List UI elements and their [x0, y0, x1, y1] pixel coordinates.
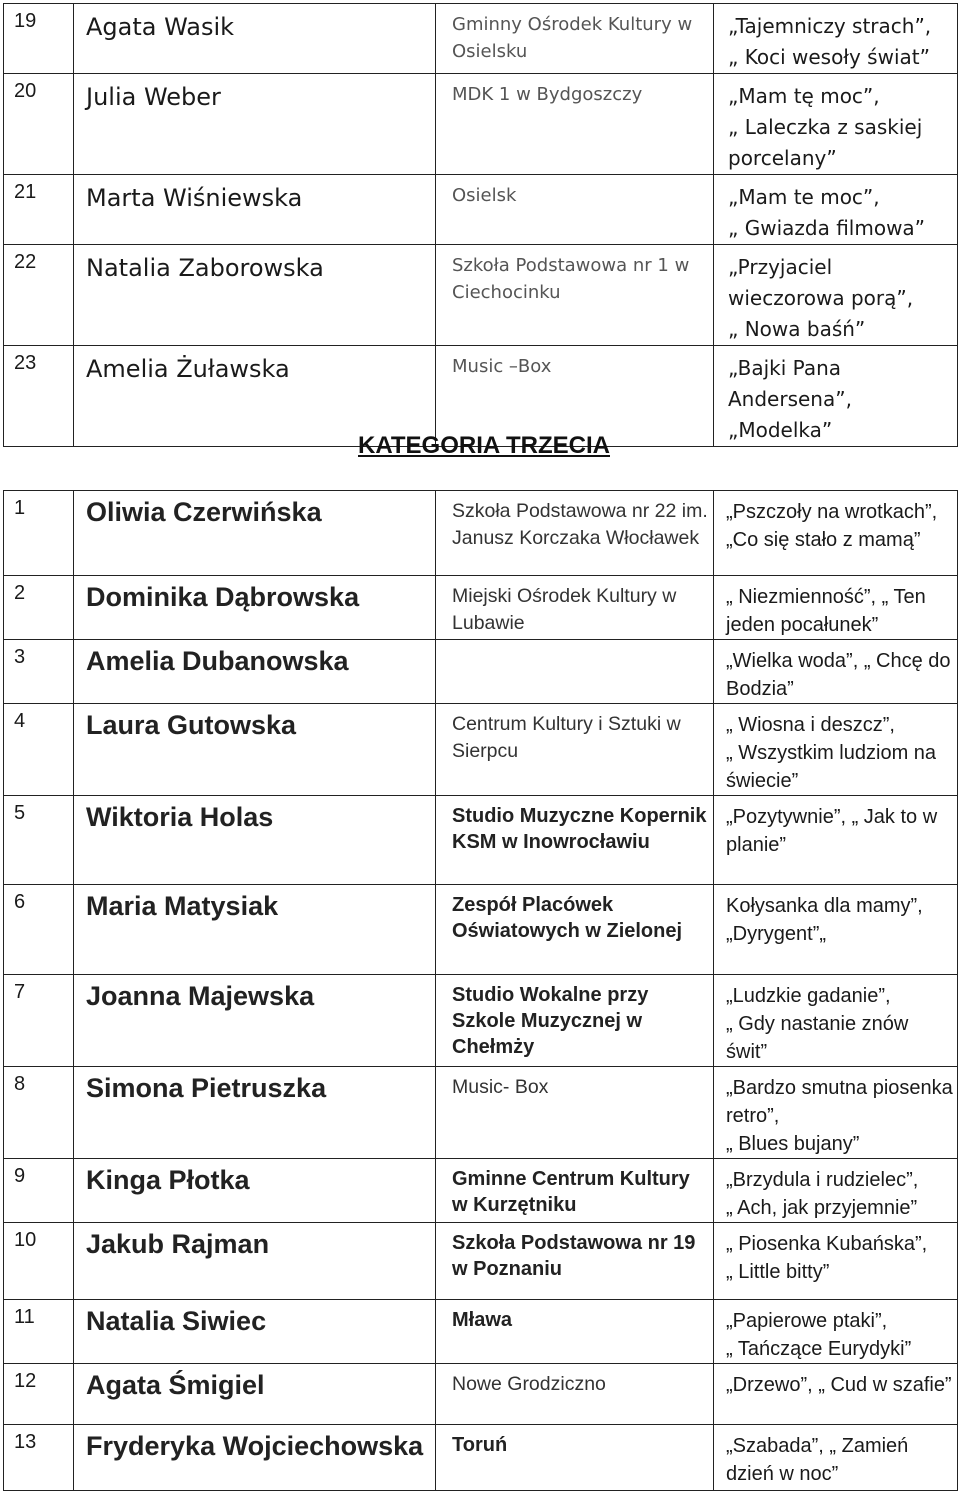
institution: Music –Box — [436, 346, 714, 447]
institution: Nowe Grodziczno — [436, 1364, 714, 1425]
row-number: 19 — [4, 4, 74, 74]
row-number: 8 — [4, 1067, 74, 1159]
participant-name: Simona Pietruszka — [74, 1067, 436, 1159]
participant-name: Agata Śmigiel — [74, 1364, 436, 1425]
participant-name: Oliwia Czerwińska — [74, 491, 436, 576]
row-number: 3 — [4, 640, 74, 704]
institution: Mława — [436, 1300, 714, 1364]
row-number: 22 — [4, 245, 74, 346]
songs: „Brzydula i rudzielec”, „ Ach, jak przyjemnie” — [714, 1159, 958, 1223]
table-row — [4, 704, 958, 796]
participants-table-third-category — [3, 490, 958, 1491]
institution: Centrum Kultury i Sztuki w Sierpcu — [436, 704, 714, 796]
row-number: 9 — [4, 1159, 74, 1223]
songs: „Mam te moc”, „ Gwiazda filmowa” — [714, 175, 958, 245]
row-number: 13 — [4, 1425, 74, 1491]
row-number: 20 — [4, 74, 74, 175]
songs: „Bardzo smutna piosenka retro”, „ Blues bujany” — [714, 1067, 958, 1159]
songs: „Przyjaciel wieczorowa porą”, „ Nowa baśń” — [714, 245, 958, 346]
songs: „ Piosenka Kubańska”, „ Little bitty” — [714, 1223, 958, 1300]
row-number: 2 — [4, 576, 74, 640]
institution: Gminny Ośrodek Kultury w Osielsku — [436, 4, 714, 74]
row-number: 11 — [4, 1300, 74, 1364]
row-number: 4 — [4, 704, 74, 796]
table-row — [4, 885, 958, 975]
participant-name: Laura Gutowska — [74, 704, 436, 796]
songs: „Ludzkie gadanie”, „ Gdy nastanie znów świt” — [714, 975, 958, 1067]
participant-name: Amelia Żuławska — [74, 346, 436, 447]
institution: Studio Wokalne przy Szkole Muzycznej w Chełmży — [436, 975, 714, 1067]
row-number: 23 — [4, 346, 74, 447]
participant-name: Natalia Zaborowska — [74, 245, 436, 346]
songs: Kołysanka dla mamy”, „Dyrygent”„ — [714, 885, 958, 975]
table-row — [4, 245, 958, 346]
songs: „ Wiosna i deszcz”, „ Wszystkim ludziom na świecie” — [714, 704, 958, 796]
table-row — [4, 576, 958, 640]
participant-name: Natalia Siwiec — [74, 1300, 436, 1364]
row-number: 12 — [4, 1364, 74, 1425]
table-row — [4, 1159, 958, 1223]
institution: Music- Box — [436, 1067, 714, 1159]
songs: „Drzewo”, „ Cud w szafie” — [714, 1364, 958, 1425]
table-row — [4, 1067, 958, 1159]
participant-name: Marta Wiśniewska — [74, 175, 436, 245]
participant-name: Joanna Majewska — [74, 975, 436, 1067]
row-number: 1 — [4, 491, 74, 576]
row-number: 10 — [4, 1223, 74, 1300]
table-row — [4, 640, 958, 704]
table-row — [4, 1364, 958, 1425]
row-number: 5 — [4, 796, 74, 885]
songs: „Tajemniczy strach”, „ Koci wesoły świat” — [714, 4, 958, 74]
participant-name: Fryderyka Wojciechowska — [74, 1425, 436, 1491]
songs: „Papierowe ptaki”, „ Tańczące Eurydyki” — [714, 1300, 958, 1364]
songs: „Pozytywnie”, „ Jak to w planie” — [714, 796, 958, 885]
institution: Miejski Ośrodek Kultury w Lubawie — [436, 576, 714, 640]
songs: „Szabada”, „ Zamień dzień w noc” — [714, 1425, 958, 1491]
participant-name: Agata Wasik — [74, 4, 436, 74]
institution: MDK 1 w Bydgoszczy — [436, 74, 714, 175]
participant-name: Kinga Płotka — [74, 1159, 436, 1223]
participant-name: Jakub Rajman — [74, 1223, 436, 1300]
institution: Szkoła Podstawowa nr 1 w Ciechocinku — [436, 245, 714, 346]
institution: Zespół Placówek Oświatowych w Zielonej — [436, 885, 714, 975]
table-row — [4, 975, 958, 1067]
songs: „Bajki Pana Andersena”, „Modelka” — [714, 346, 958, 447]
table-row — [4, 1425, 958, 1491]
row-number: 21 — [4, 175, 74, 245]
songs: „Wielka woda”, „ Chcę do Bodzia” — [714, 640, 958, 704]
institution: Osielsk — [436, 175, 714, 245]
table-row — [4, 491, 958, 576]
table-row — [4, 4, 958, 74]
participants-table-continued — [3, 3, 958, 447]
row-number: 6 — [4, 885, 74, 975]
table-row — [4, 1223, 958, 1300]
songs: „Pszczoły na wrotkach”, „Co się stało z mamą” — [714, 491, 958, 576]
institution: Szkoła Podstawowa nr 19 w Poznaniu — [436, 1223, 714, 1300]
participant-name: Wiktoria Holas — [74, 796, 436, 885]
participant-name: Dominika Dąbrowska — [74, 576, 436, 640]
table-row — [4, 1300, 958, 1364]
participant-name: Maria Matysiak — [74, 885, 436, 975]
institution: Toruń — [436, 1425, 714, 1491]
category-heading: KATEGORIA TRZECIA — [358, 432, 610, 459]
table-row — [4, 175, 958, 245]
participant-name: Amelia Dubanowska — [74, 640, 436, 704]
institution: Gminne Centrum Kultury w Kurzętniku — [436, 1159, 714, 1223]
songs: „ Niezmienność”, „ Ten jeden pocałunek” — [714, 576, 958, 640]
table-row — [4, 74, 958, 175]
participant-name: Julia Weber — [74, 74, 436, 175]
songs: „Mam tę moc”, „ Laleczka z saskiej porcelany” — [714, 74, 958, 175]
row-number: 7 — [4, 975, 74, 1067]
table-row — [4, 796, 958, 885]
institution: Studio Muzyczne Kopernik KSM w Inowrocławiu — [436, 796, 714, 885]
institution — [436, 640, 714, 704]
institution: Szkoła Podstawowa nr 22 im. Janusz Korczaka Włocławek — [436, 491, 714, 576]
